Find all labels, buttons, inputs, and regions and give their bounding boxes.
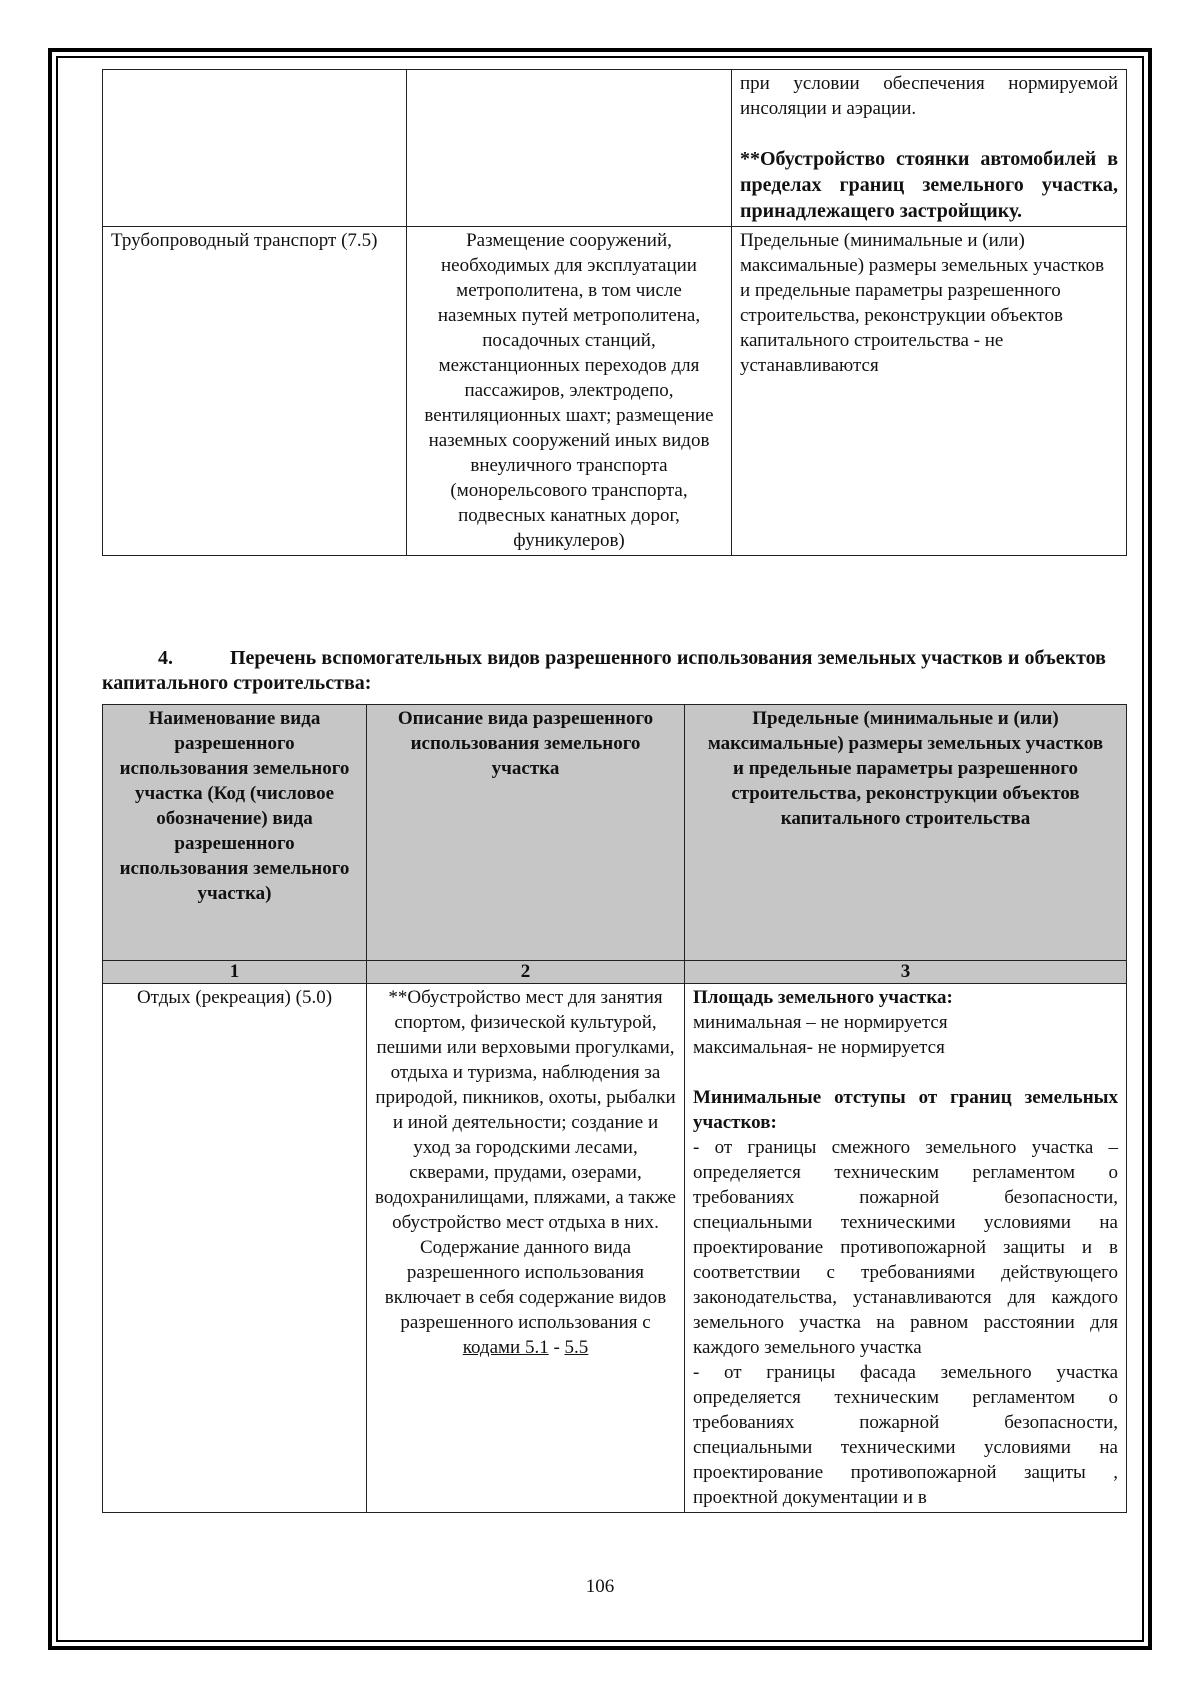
table-row bbox=[103, 227, 1127, 556]
code-range-dash: - bbox=[548, 1337, 565, 1358]
table-header-row bbox=[103, 705, 1127, 961]
offset-facade: - от границы фасада земельного участка определяется техническим регламентом о требованиях пожарной безопасности, специальными техническими условиями на проектирование противопожарной защиты , проектной документации и в bbox=[693, 1362, 1118, 1508]
column-number: 3 bbox=[685, 961, 1127, 984]
column-header: Наименование вида разрешенного использования земельного участка (Код (числовое обозначение) вида разрешенного использования земельного участка) bbox=[103, 705, 367, 961]
column-header: Предельные (минимальные и (или) максимальные) размеры земельных участков и предельные параметры разрешенного строительства, реконструкции объектов капитального строительства bbox=[685, 705, 1127, 961]
column-number: 1 bbox=[103, 961, 367, 984]
area-min: минимальная – не нормируется bbox=[693, 1012, 948, 1033]
permitted-use-name: Трубопроводный транспорт (7.5) bbox=[103, 227, 407, 556]
table-row bbox=[103, 984, 1127, 1513]
area-title: Площадь земельного участка: bbox=[693, 987, 953, 1008]
permitted-use-description: Размещение сооружений, необходимых для эксплуатации метрополитена, в том числе наземных путей метрополитена, посадочных станций, межстанционных переходов для пассажиров, электродепо, вентиляционных шахт; размещение наземных сооружений иных видов внеуличного транспорта (монорельсового транспорта, подвесных канатных дорог, фуникулеров) bbox=[407, 227, 732, 556]
code-link-5-1[interactable]: кодами 5.1 bbox=[462, 1337, 549, 1358]
page-number: 106 bbox=[585, 1576, 615, 1597]
parking-note: **Обустройство стоянки автомобилей в пределах границ земельного участка, принадлежащего застройщику. bbox=[740, 148, 1118, 222]
section-number: 4. bbox=[158, 647, 173, 669]
auxiliary-uses-table bbox=[102, 704, 1127, 1513]
offset-adjacent: - от границы смежного земельного участка – определяется техническим регламентом о требованиях пожарной безопасности, специальными техническими условиями на проектирование противопожарной защиты и в соответствии с требованиями действующего законодательства, устанавливаются для каждого земельного участка на равном расстоянии для каждого земельного участка bbox=[693, 1137, 1118, 1358]
area-max: максимальная- не нормируется bbox=[693, 1037, 945, 1058]
section-heading bbox=[102, 646, 1106, 696]
permitted-use-parameters bbox=[685, 984, 1127, 1513]
table-cell bbox=[407, 70, 732, 227]
column-number: 2 bbox=[367, 961, 685, 984]
code-link-5-5[interactable]: 5.5 bbox=[564, 1337, 589, 1358]
table-cell bbox=[732, 70, 1127, 227]
table-row bbox=[103, 70, 1127, 227]
offsets-title: Минимальные отступы от границ земельных участков: bbox=[693, 1087, 1118, 1133]
section-title: Перечень вспомогательных видов разрешенного использования земельных участков и объектов капитального строительства: bbox=[102, 647, 1106, 694]
zoning-table-main bbox=[102, 69, 1127, 556]
permitted-use-name: Отдых (рекреация) (5.0) bbox=[103, 984, 367, 1513]
table-cell bbox=[103, 70, 407, 227]
permitted-use-description bbox=[367, 984, 685, 1513]
column-number-row bbox=[103, 961, 1127, 984]
description-text: **Обустройство мест для занятия спортом, физической культурой, пешими или верховыми прогулками, отдыха и туризма, наблюдения за природой, пикников, охоты, рыбалки и иной деятельности; создание и уход за городскими лесами, скверами, прудами, озерами, водохранилищами, пляжами, а также обустройство мест отдыха в них. Содержание данного вида разрешенного использования включает в себя содержание видов разрешенного использования с bbox=[375, 987, 676, 1333]
column-header: Описание вида разрешенного использования земельного участка bbox=[367, 705, 685, 961]
permitted-use-parameters: Предельные (минимальные и (или) максимальные) размеры земельных участков и предельные параметры разрешенного строительства, реконструкции объектов капитального строительства - не устанавливаются bbox=[732, 227, 1127, 556]
insolation-note: при условии обеспечения нормируемой инсоляции и аэрации. bbox=[740, 73, 1118, 119]
